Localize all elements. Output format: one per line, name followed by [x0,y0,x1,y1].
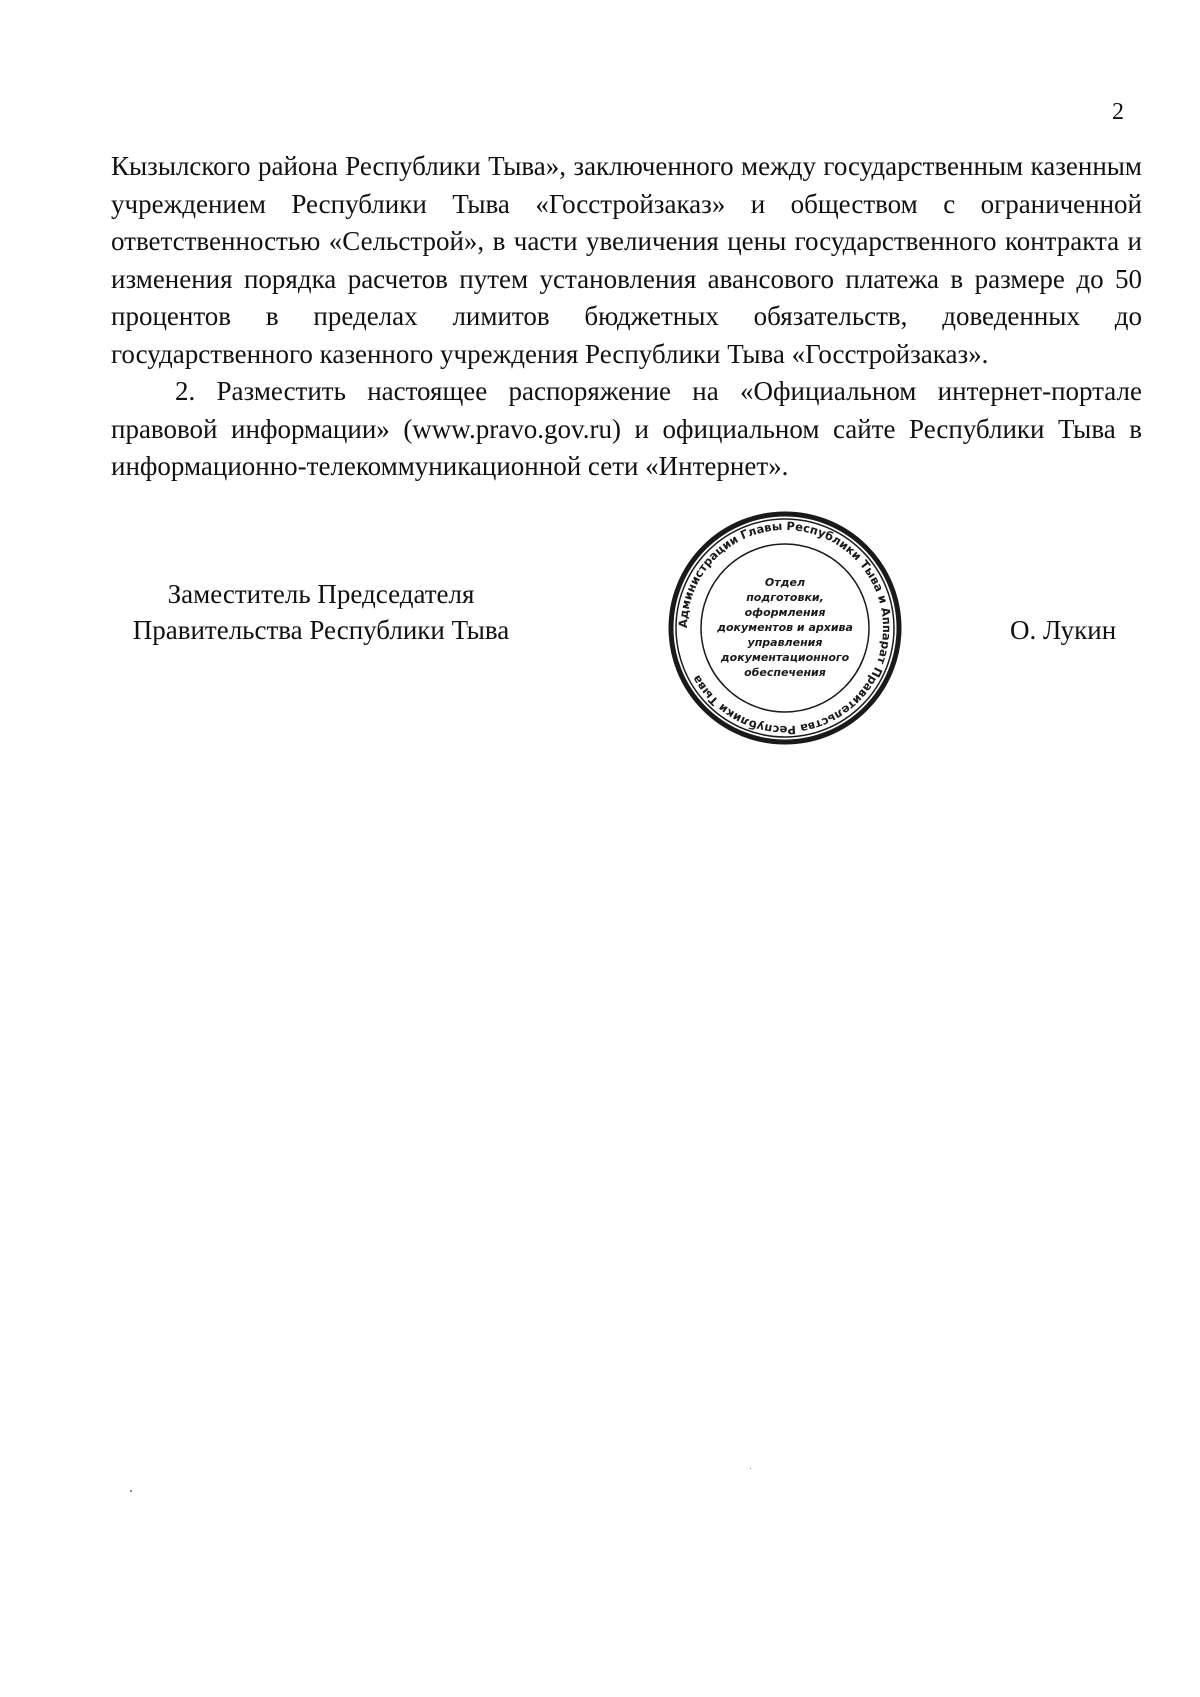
seal-center-line: управления [747,636,823,649]
paragraph-continuation: Кызылского района Республики Тыва», заключенного между государственным казенным учреждением Республики Тыва «Госстройзаказ» и обществом с ограниченной ответственностью «Сельстрой», в части увеличения цены государственного контракта и изменения порядка расчетов путем установления авансового платежа в размере до 50 процентов в пределах лимитов бюджетных обязательств, доведенных до государственного казенного учреждения Республики Тыва «Госстройзаказ». [111,151,1142,369]
signatory-title-line-2: Правительства Республики Тыва [132,615,510,645]
signatory-name: О. Лукин [1010,615,1117,645]
seal-center-line: подготовки, [746,591,824,604]
seal-center-line: документационного [720,651,850,664]
page-number: 2 [1112,99,1124,125]
signatory-title [111,576,531,648]
signatory-title-line-1: Заместитель Председателя [167,579,475,609]
seal-center-line: Отдел [764,576,806,589]
paragraph-item-2: 2. Разместить настоящее распоряжение на «Официальном интернет-портале правовой информации» (www.pravo.gov.ru) и официальном сайте Республики Тыва в информационно-телекоммуникационной сети «Интернет». [111,376,1142,481]
document-body [111,148,1142,486]
scan-speck [130,1490,132,1492]
official-seal-stamp [665,508,905,748]
scan-speck [750,1468,751,1469]
seal-center-line: оформления [744,606,826,619]
seal-ring-text: Администрации Главы Республики Тыва и Аппарат Правительства Республики Тыва [675,518,895,738]
seal-center-line: документов и архива [717,621,853,634]
seal-icon [665,508,905,748]
seal-center-line: обеспечения [744,666,826,679]
